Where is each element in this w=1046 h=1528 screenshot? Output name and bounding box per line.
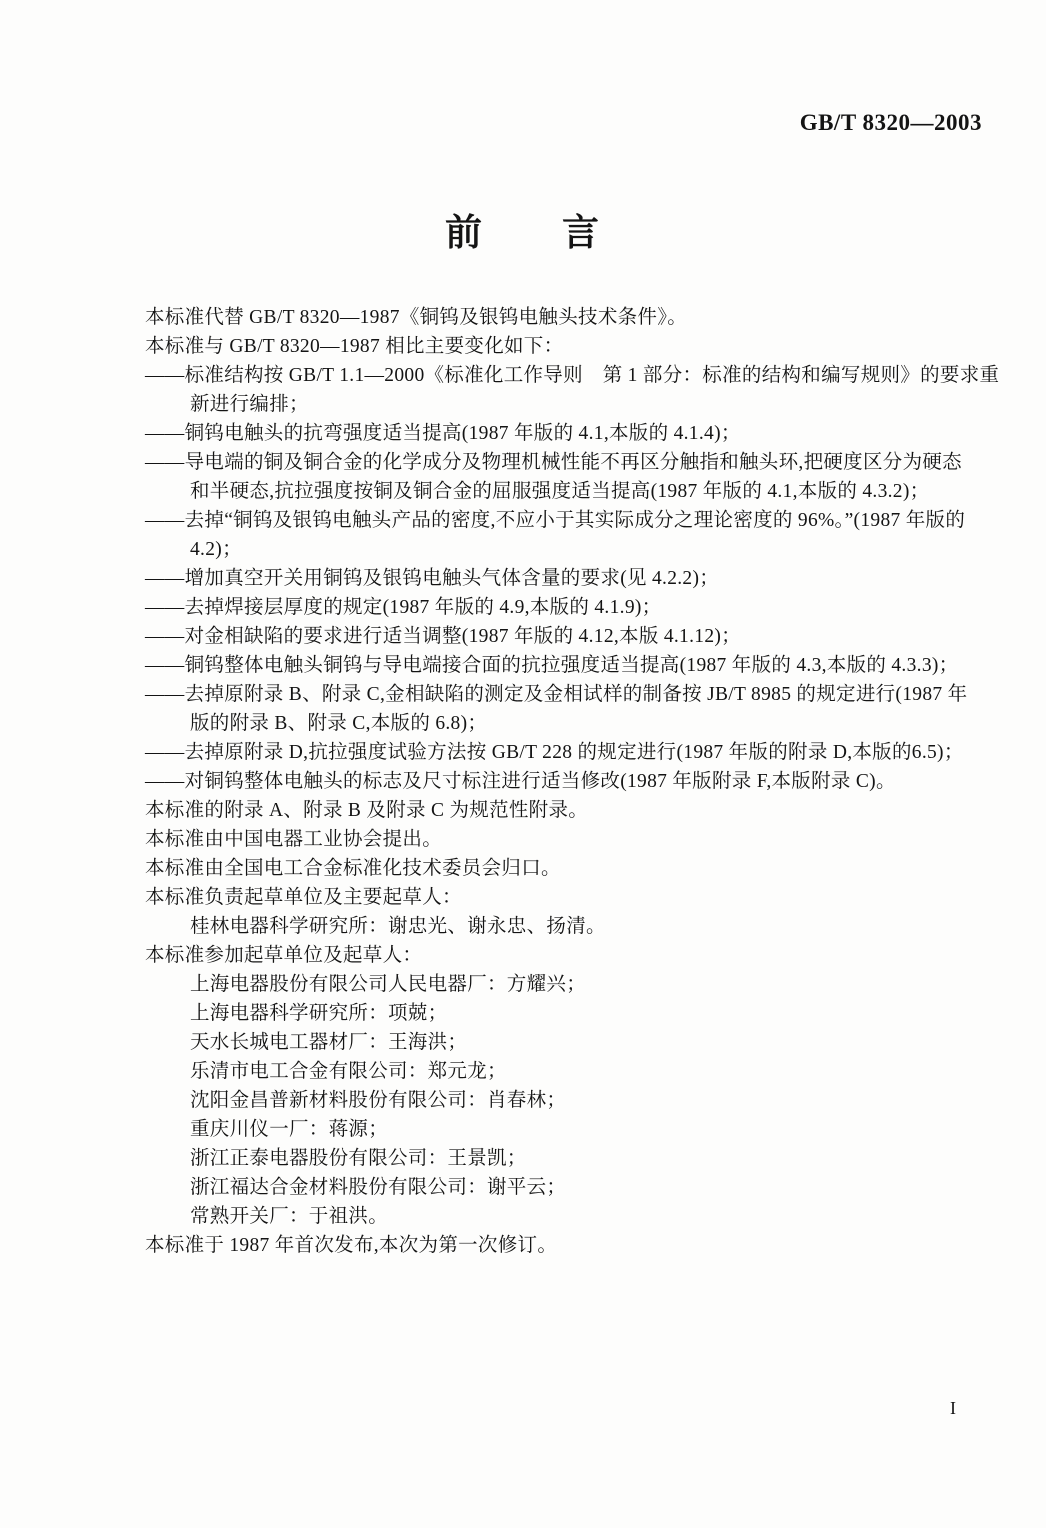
- text-line: 浙江正泰电器股份有限公司：王景凯；: [190, 1148, 527, 1169]
- text-line: ——标准结构按 GB/T 1.1—2000《标准化工作导则 第 1 部分：标准的结构和编写规则》的要求重: [145, 365, 1000, 386]
- text-line: ——去掉原附录 D,抗拉强度试验方法按 GB/T 228 的规定进行(1987 年版的附录 D,本版的6.5)；: [145, 742, 964, 763]
- text-line: 本标准与 GB/T 8320—1987 相比主要变化如下：: [145, 336, 564, 357]
- text-line: 和半硬态,抗拉强度按铜及铜合金的屈服强度适当提高(1987 年版的 4.1,本版的 4.3.2)；: [190, 481, 930, 502]
- text-line: 本标准于 1987 年首次发布,本次为第一次修订。: [145, 1235, 558, 1256]
- text-line: ——增加真空开关用铜钨及银钨电触头气体含量的要求(见 4.2.2)；: [145, 568, 720, 589]
- text-line: 版的附录 B、附录 C,本版的 6.8)；: [190, 713, 488, 734]
- text-line: ——去掉原附录 B、附录 C,金相缺陷的测定及金相试样的制备按 JB/T 8985 的规定进行(1987 年: [145, 684, 968, 705]
- text-line: ——铜钨电触头的抗弯强度适当提高(1987 年版的 4.1,本版的 4.1.4)；: [145, 423, 741, 444]
- text-line: ——铜钨整体电触头铜钨与导电端接合面的抗拉强度适当提高(1987 年版的 4.3,本版的 4.3.3)；: [145, 655, 959, 676]
- text-line: 桂林电器科学研究所：谢忠光、谢永忠、扬清。: [190, 916, 606, 937]
- text-line: ——导电端的铜及铜合金的化学成分及物理机械性能不再区分触指和触头环,把硬度区分为硬态: [145, 452, 962, 473]
- text-line: 新进行编排；: [190, 394, 309, 415]
- text-line: 上海电器股份有限公司人民电器厂：方耀兴；: [190, 974, 587, 995]
- text-line: ——去掉焊接层厚度的规定(1987 年版的 4.9,本版的 4.1.9)；: [145, 597, 662, 618]
- text-line: 浙江福达合金材料股份有限公司：谢平云；: [190, 1177, 567, 1198]
- text-line: 沈阳金昌普新材料股份有限公司：肖春林；: [190, 1090, 567, 1111]
- text-line: ——对铜钨整体电触头的标志及尺寸标注进行适当修改(1987 年版附录 F,本版附录 C)。: [145, 771, 896, 792]
- text-line: 天水长城电工器材厂：王海洪；: [190, 1032, 468, 1053]
- text-line: 本标准负责起草单位及主要起草人：: [145, 887, 462, 908]
- text-line: ——去掉“铜钨及银钨电触头产品的密度,不应小于其实际成分之理论密度的 96%。”(1987 年版的: [145, 510, 966, 531]
- text-line: 本标准代替 GB/T 8320—1987《铜钨及银钨电触头技术条件》。: [145, 307, 688, 328]
- text-line: 上海电器科学研究所：项兢；: [190, 1003, 448, 1024]
- text-line: ——对金相缺陷的要求进行适当调整(1987 年版的 4.12,本版 4.1.12)；: [145, 626, 741, 647]
- text-line: 本标准的附录 A、附录 B 及附录 C 为规范性附录。: [145, 800, 589, 821]
- text-line: 4.2)；: [190, 539, 242, 560]
- text-line: 本标准参加起草单位及起草人：: [145, 945, 423, 966]
- body-lines: [145, 303, 1000, 1260]
- text-line: 重庆川仪一厂：蒋源；: [190, 1119, 389, 1140]
- text-line: 本标准由中国电器工业协会提出。: [145, 829, 443, 850]
- text-line: 乐清市电工合金有限公司：郑元龙；: [190, 1061, 507, 1082]
- page-number: I: [950, 1398, 956, 1418]
- text-line: 常熟开关厂：于祖洪。: [190, 1206, 389, 1227]
- text-line: 本标准由全国电工合金标准化技术委员会归口。: [145, 858, 561, 879]
- page-title: 前 言: [445, 213, 601, 254]
- standard-number: GB/T 8320—2003: [799, 110, 982, 135]
